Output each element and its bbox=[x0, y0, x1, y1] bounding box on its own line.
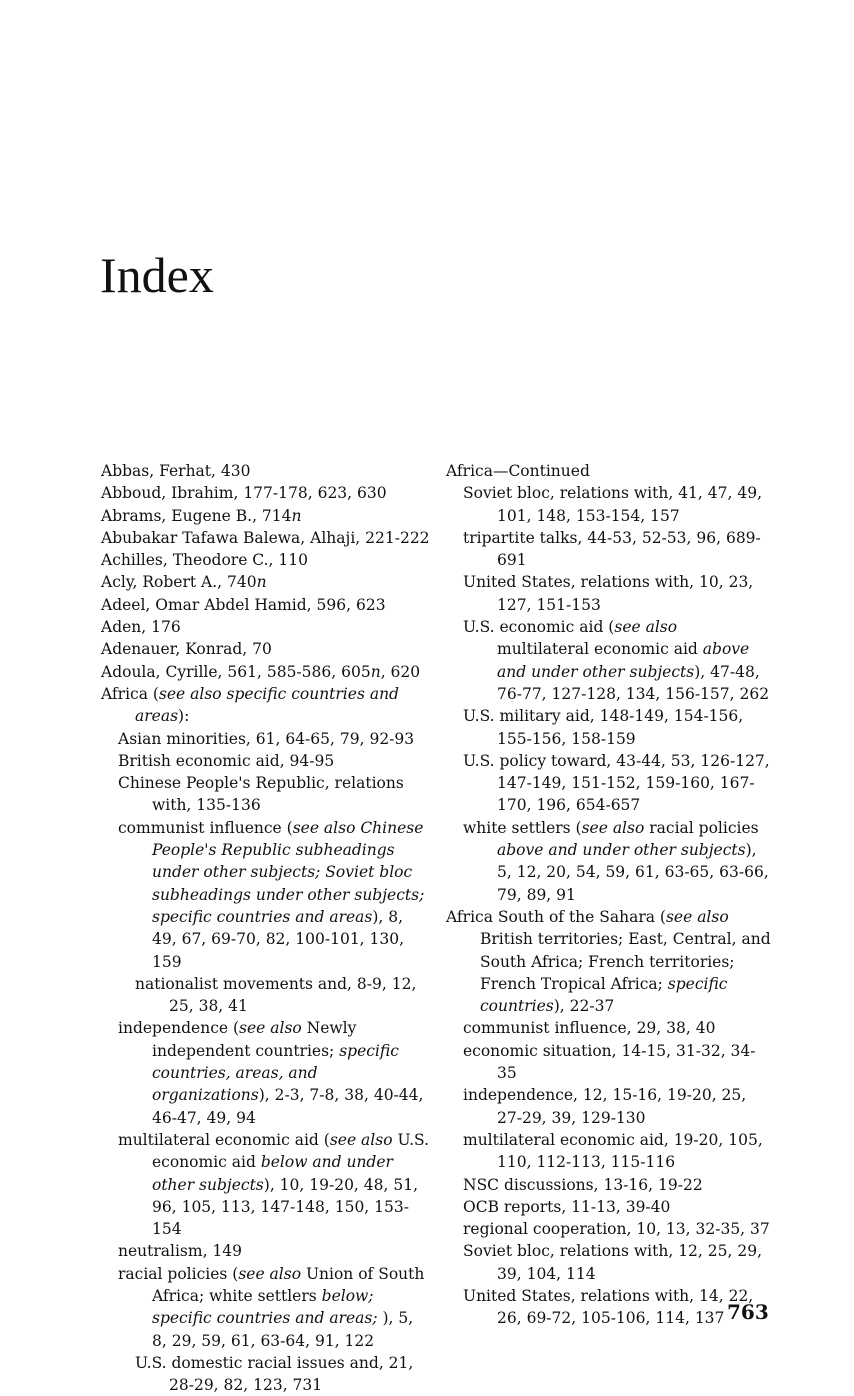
index-entry-text: Abrams, Eugene B., 714 bbox=[101, 506, 292, 525]
index-entry-text: independence ( bbox=[118, 1019, 240, 1038]
index-subentry bbox=[101, 817, 431, 973]
index-subentry bbox=[446, 1040, 771, 1085]
index-subentry bbox=[446, 616, 771, 705]
index-entry bbox=[446, 460, 771, 482]
index-entry-text: ), 10, 19-20, 48, 51, 96, 105, 113, 147-148, 150, 153-154 bbox=[152, 1175, 419, 1239]
index-entry-text: ), 2-3, 7-8, 38, 40-44, 46-47, 49, 94 bbox=[152, 1086, 424, 1127]
index-entry bbox=[101, 527, 431, 549]
index-entry-text: see also bbox=[581, 818, 645, 837]
index-entry-text: Asian minorities, 61, 64-65, 79, 92-93 bbox=[118, 729, 415, 748]
index-entry-text: above and under other subjects bbox=[497, 841, 746, 860]
index-entry-text: Adoula, Cyrille, 561, 585-586, 605 bbox=[101, 662, 371, 681]
index-subentry bbox=[101, 1017, 431, 1128]
index-subentry bbox=[446, 750, 771, 817]
index-entry-text: multilateral economic aid bbox=[497, 640, 703, 659]
index-entry-text: Africa South of the Sahara ( bbox=[446, 907, 666, 926]
index-entry-text: Abboud, Ibrahim, 177-178, 623, 630 bbox=[101, 484, 387, 503]
index-entry-text: multilateral economic aid, 19-20, 105, 110, 112-113, 115-116 bbox=[463, 1130, 763, 1172]
index-subentry bbox=[101, 728, 431, 750]
index-entry bbox=[446, 906, 771, 1017]
index-entry-text: multilateral economic aid ( bbox=[118, 1130, 330, 1149]
index-entry-text: Soviet bloc, relations with, 41, 47, 49, 101, 148, 153-154, 157 bbox=[463, 484, 762, 525]
index-entry-text: Adeel, Omar Abdel Hamid, 596, 623 bbox=[101, 595, 386, 614]
index-entry-text: United States, relations with, 14, 22, 26, 69-72, 105-106, 114, 137 bbox=[463, 1286, 754, 1328]
index-entry-text: U.S. economic aid bbox=[152, 1130, 430, 1172]
index-entry bbox=[101, 616, 431, 638]
index-entry-text: ): bbox=[178, 707, 190, 726]
index-entry-text: n bbox=[370, 662, 381, 681]
index-subentry bbox=[101, 1352, 431, 1396]
index-entry-text: neutralism, 149 bbox=[118, 1242, 243, 1261]
index-entry bbox=[101, 505, 431, 527]
index-entry-text: white settlers ( bbox=[463, 818, 582, 837]
index-subentry bbox=[101, 1129, 431, 1240]
index-entry-text: Union of South Africa; white settlers bbox=[152, 1264, 425, 1305]
index-subentry bbox=[446, 1240, 771, 1285]
index-subentry bbox=[446, 1196, 771, 1218]
index-entry-text: see also Chinese People's Republic subheadings under other subjects; Soviet bloc subheadings under other subjects; specific countries and areas bbox=[152, 818, 425, 926]
index-subentry bbox=[446, 571, 771, 616]
index-entry-text: ), 8, 49, 67, 69-70, 82, 100-101, 130, 159 bbox=[152, 907, 405, 971]
index-entry-text: see also bbox=[239, 1019, 302, 1038]
index-entry-text: above and under other subjects bbox=[497, 640, 750, 681]
index-entry-text: see also bbox=[665, 907, 729, 926]
index-subentry bbox=[446, 1174, 771, 1196]
index-entry-text: U.S. policy toward, 43-44, 53, 126-127, 147-149, 151-152, 159-160, 167-170, 196, 654-657 bbox=[463, 751, 770, 815]
index-entry-text: Adenauer, Konrad, 70 bbox=[101, 640, 272, 659]
index-subentry bbox=[446, 817, 771, 906]
index-entry-text: below; specific countries and areas; bbox=[152, 1286, 378, 1328]
index-entry-text: n bbox=[291, 506, 302, 525]
index-entry-text: Newly independent countries; bbox=[152, 1019, 357, 1060]
index-entry-text: Abbas, Ferhat, 430 bbox=[101, 462, 251, 480]
index-entry-text: see also bbox=[329, 1130, 393, 1149]
index-entry-text: Abubakar Tafawa Balewa, Alhaji, 221-222 bbox=[101, 528, 430, 547]
index-column-left bbox=[101, 460, 431, 1396]
index-entry-text: Africa ( bbox=[101, 684, 159, 703]
index-entry-text: United States, relations with, 10, 23, 127, 151-153 bbox=[463, 573, 754, 614]
index-entry-text: independence, 12, 15-16, 19-20, 25, 27-29, 39, 129-130 bbox=[463, 1086, 747, 1127]
index-entry-text: Africa—Continued bbox=[446, 462, 590, 480]
index-entry-text: communist influence, 29, 38, 40 bbox=[463, 1019, 716, 1038]
index-subentry bbox=[446, 482, 771, 527]
index-subentry bbox=[101, 1240, 431, 1262]
index-entry-text: see also specific countries and areas bbox=[135, 684, 399, 726]
index-entry-text: Acly, Robert A., 740 bbox=[101, 573, 257, 592]
index-entry-text: nationalist movements and, 8-9, 12, 25, 38, 41 bbox=[135, 974, 417, 1016]
index-entry-text: ), 22-37 bbox=[553, 997, 615, 1016]
index-entry-text: ), 5, 12, 20, 54, 59, 61, 63-65, 63-66, 79, 89, 91 bbox=[497, 841, 769, 904]
index-entry-text: ), 47-48, 76-77, 127-128, 134, 156-157, 262 bbox=[497, 662, 770, 703]
index-entry-text: British economic aid, 94-95 bbox=[118, 751, 335, 770]
index-entry-text: regional cooperation, 10, 13, 32-35, 37 bbox=[463, 1220, 770, 1239]
index-subentry bbox=[446, 1285, 771, 1330]
index-subentry bbox=[101, 973, 431, 1018]
index-entry-text: below and under other subjects bbox=[152, 1153, 393, 1194]
index-entry bbox=[101, 594, 431, 616]
index-entry-text: see also bbox=[238, 1264, 302, 1283]
page-number: 763 bbox=[727, 1300, 769, 1324]
index-entry-text: n bbox=[256, 573, 267, 592]
index-subentry bbox=[446, 1129, 771, 1174]
index-entry-text: U.S. domestic racial issues and, 21, 28-29, 82, 123, 731 bbox=[135, 1353, 414, 1395]
index-entry bbox=[101, 549, 431, 571]
index-entry-text: racial policies ( bbox=[118, 1264, 239, 1283]
index-subentry bbox=[446, 1084, 771, 1129]
index-entry-text: Soviet bloc, relations with, 12, 25, 29, 39, 104, 114 bbox=[463, 1242, 762, 1283]
index-entry-text: specific countries, areas, and organizations bbox=[152, 1041, 399, 1105]
index-entry bbox=[101, 661, 431, 683]
index-entry-text: Chinese People's Republic, relations with, 135-136 bbox=[118, 774, 404, 815]
index-column-right bbox=[446, 460, 771, 1330]
page-title: Index bbox=[100, 247, 214, 303]
index-entry bbox=[101, 482, 431, 504]
index-entry bbox=[101, 571, 431, 593]
index-subentry bbox=[446, 705, 771, 750]
index-entry-text: specific countries bbox=[480, 974, 728, 1016]
index-entry-text: see also bbox=[614, 618, 678, 637]
index-entry bbox=[101, 683, 431, 728]
index-entry bbox=[101, 638, 431, 660]
index-entry-text: ), 5, 8, 29, 59, 61, 63-64, 91, 122 bbox=[152, 1309, 414, 1350]
index-entry-text: tripartite talks, 44-53, 52-53, 96, 689-691 bbox=[463, 528, 761, 570]
index-entry-text: U.S. economic aid ( bbox=[463, 618, 615, 637]
index-entry-text: , 620 bbox=[380, 662, 421, 681]
index-subentry bbox=[101, 772, 431, 817]
index-entry bbox=[101, 460, 431, 482]
index-subentry bbox=[446, 527, 771, 572]
index-entry-text: Aden, 176 bbox=[101, 618, 181, 637]
index-entry-text: U.S. military aid, 148-149, 154-156, 155-156, 158-159 bbox=[463, 707, 744, 748]
index-subentry bbox=[446, 1218, 771, 1240]
index-subentry bbox=[446, 1017, 771, 1039]
index-subentry bbox=[101, 750, 431, 772]
index-entry-text: Achilles, Theodore C., 110 bbox=[101, 551, 308, 570]
index-entry-text: OCB reports, 11-13, 39-40 bbox=[463, 1197, 671, 1216]
index-entry-text: economic situation, 14-15, 31-32, 34-35 bbox=[463, 1041, 756, 1083]
index-entry-text: NSC discussions, 13-16, 19-22 bbox=[463, 1175, 703, 1194]
index-entry-text: British territories; East, Central, and South Africa; French territories; French Tropical Africa; bbox=[480, 930, 771, 993]
index-subentry bbox=[101, 1263, 431, 1352]
index-entry-text: communist influence ( bbox=[118, 818, 293, 837]
index-entry-text: racial policies bbox=[644, 818, 759, 837]
